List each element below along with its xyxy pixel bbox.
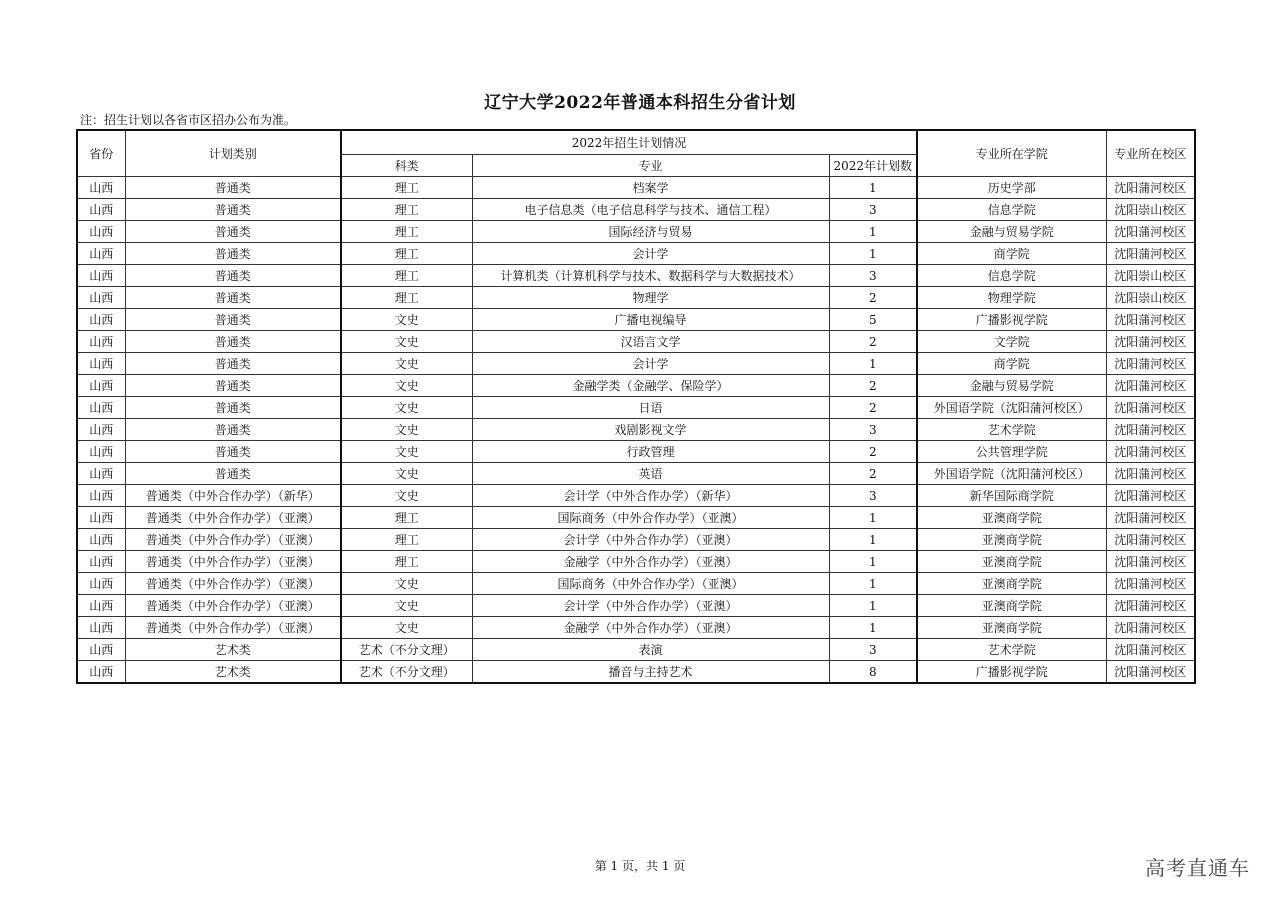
province-cell: 山西	[77, 331, 125, 353]
table-row	[77, 419, 1195, 441]
major-cell: 国际商务（中外合作办学）（亚澳）	[472, 573, 829, 595]
table-row	[77, 287, 1195, 309]
enrollment-plan-table	[76, 129, 1196, 684]
plan-type-cell: 普通类	[125, 199, 341, 221]
plan-type-cell: 艺术类	[125, 639, 341, 661]
plan-type-cell: 普通类（中外合作办学）（亚澳）	[125, 507, 341, 529]
college-cell: 广播影视学院	[917, 309, 1106, 331]
major-cell: 金融学（中外合作办学）（亚澳）	[472, 617, 829, 639]
subject-cell: 理工	[341, 199, 472, 221]
province-cell: 山西	[77, 199, 125, 221]
college-cell: 历史学部	[917, 177, 1106, 199]
table-row	[77, 661, 1195, 684]
college-cell: 亚澳商学院	[917, 573, 1106, 595]
subject-cell: 文史	[341, 485, 472, 507]
subject-cell: 文史	[341, 419, 472, 441]
college-cell: 信息学院	[917, 199, 1106, 221]
table-row	[77, 221, 1195, 243]
subject-cell: 文史	[341, 463, 472, 485]
plan-type-cell: 普通类	[125, 397, 341, 419]
province-cell: 山西	[77, 661, 125, 684]
page-title: 辽宁大学2022年普通本科招生分省计划	[484, 93, 796, 113]
campus-cell: 沈阳蒲河校区	[1106, 397, 1195, 419]
subject-cell: 文史	[341, 353, 472, 375]
count-cell: 2	[829, 287, 917, 309]
campus-cell: 沈阳崇山校区	[1106, 265, 1195, 287]
major-cell: 国际经济与贸易	[472, 221, 829, 243]
header-count: 2022年计划数	[829, 155, 917, 177]
table-row	[77, 397, 1195, 419]
subject-cell: 艺术（不分文理）	[341, 639, 472, 661]
college-cell: 物理学院	[917, 287, 1106, 309]
plan-type-cell: 普通类	[125, 441, 341, 463]
major-cell: 物理学	[472, 287, 829, 309]
campus-cell: 沈阳蒲河校区	[1106, 617, 1195, 639]
header-plan-group: 2022年招生计划情况	[341, 130, 917, 155]
college-cell: 商学院	[917, 353, 1106, 375]
campus-cell: 沈阳蒲河校区	[1106, 375, 1195, 397]
subject-cell: 理工	[341, 221, 472, 243]
province-cell: 山西	[77, 617, 125, 639]
subject-cell: 文史	[341, 375, 472, 397]
subject-cell: 理工	[341, 507, 472, 529]
plan-type-cell: 普通类	[125, 221, 341, 243]
plan-type-cell: 普通类	[125, 463, 341, 485]
major-cell: 会计学	[472, 243, 829, 265]
major-cell: 日语	[472, 397, 829, 419]
college-cell: 公共管理学院	[917, 441, 1106, 463]
count-cell: 2	[829, 441, 917, 463]
count-cell: 1	[829, 551, 917, 573]
table-row	[77, 353, 1195, 375]
subject-cell: 文史	[341, 331, 472, 353]
campus-cell: 沈阳蒲河校区	[1106, 507, 1195, 529]
campus-cell: 沈阳蒲河校区	[1106, 221, 1195, 243]
campus-cell: 沈阳蒲河校区	[1106, 595, 1195, 617]
plan-type-cell: 普通类（中外合作办学）（亚澳）	[125, 529, 341, 551]
header-college: 专业所在学院	[917, 130, 1106, 177]
major-cell: 行政管理	[472, 441, 829, 463]
campus-cell: 沈阳崇山校区	[1106, 287, 1195, 309]
table-row	[77, 551, 1195, 573]
campus-cell: 沈阳蒲河校区	[1106, 529, 1195, 551]
major-cell: 英语	[472, 463, 829, 485]
plan-type-cell: 普通类	[125, 265, 341, 287]
major-cell: 戏剧影视文学	[472, 419, 829, 441]
campus-cell: 沈阳蒲河校区	[1106, 639, 1195, 661]
table-row	[77, 331, 1195, 353]
college-cell: 亚澳商学院	[917, 617, 1106, 639]
campus-cell: 沈阳蒲河校区	[1106, 441, 1195, 463]
table-row	[77, 243, 1195, 265]
major-cell: 会计学	[472, 353, 829, 375]
campus-cell: 沈阳蒲河校区	[1106, 419, 1195, 441]
table-row	[77, 617, 1195, 639]
table-row	[77, 265, 1195, 287]
note-text: 注：招生计划以各省市区招办公布为准。	[80, 113, 297, 127]
college-cell: 信息学院	[917, 265, 1106, 287]
subject-cell: 理工	[341, 265, 472, 287]
count-cell: 1	[829, 243, 917, 265]
major-cell: 会计学（中外合作办学）（亚澳）	[472, 595, 829, 617]
major-cell: 广播电视编导	[472, 309, 829, 331]
subject-cell: 文史	[341, 441, 472, 463]
province-cell: 山西	[77, 507, 125, 529]
count-cell: 1	[829, 573, 917, 595]
province-cell: 山西	[77, 573, 125, 595]
subject-cell: 理工	[341, 287, 472, 309]
plan-type-cell: 普通类	[125, 375, 341, 397]
campus-cell: 沈阳崇山校区	[1106, 199, 1195, 221]
campus-cell: 沈阳蒲河校区	[1106, 463, 1195, 485]
college-cell: 金融与贸易学院	[917, 221, 1106, 243]
plan-type-cell: 艺术类	[125, 661, 341, 684]
table-row	[77, 595, 1195, 617]
college-cell: 亚澳商学院	[917, 507, 1106, 529]
campus-cell: 沈阳蒲河校区	[1106, 661, 1195, 684]
count-cell: 3	[829, 265, 917, 287]
watermark: 高考直通车	[1145, 856, 1250, 880]
major-cell: 金融学（中外合作办学）（亚澳）	[472, 551, 829, 573]
table-row	[77, 529, 1195, 551]
table-row	[77, 199, 1195, 221]
major-cell: 电子信息类（电子信息科学与技术、通信工程）	[472, 199, 829, 221]
header-province: 省份	[77, 130, 125, 177]
table-row	[77, 309, 1195, 331]
count-cell: 2	[829, 331, 917, 353]
subject-cell: 文史	[341, 309, 472, 331]
count-cell: 3	[829, 485, 917, 507]
count-cell: 1	[829, 507, 917, 529]
college-cell: 亚澳商学院	[917, 595, 1106, 617]
plan-type-cell: 普通类	[125, 287, 341, 309]
major-cell: 计算机类（计算机科学与技术、数据科学与大数据技术）	[472, 265, 829, 287]
subject-cell: 理工	[341, 551, 472, 573]
header-subject: 科类	[341, 155, 472, 177]
province-cell: 山西	[77, 309, 125, 331]
count-cell: 5	[829, 309, 917, 331]
campus-cell: 沈阳蒲河校区	[1106, 573, 1195, 595]
count-cell: 1	[829, 617, 917, 639]
major-cell: 会计学（中外合作办学）（亚澳）	[472, 529, 829, 551]
table-row	[77, 485, 1195, 507]
table-row	[77, 375, 1195, 397]
count-cell: 1	[829, 221, 917, 243]
count-cell: 2	[829, 463, 917, 485]
major-cell: 汉语言文学	[472, 331, 829, 353]
header-row-1	[77, 130, 1195, 155]
count-cell: 8	[829, 661, 917, 684]
province-cell: 山西	[77, 243, 125, 265]
table-row	[77, 639, 1195, 661]
college-cell: 亚澳商学院	[917, 529, 1106, 551]
plan-type-cell: 普通类	[125, 177, 341, 199]
table-row	[77, 441, 1195, 463]
subject-cell: 文史	[341, 573, 472, 595]
college-cell: 亚澳商学院	[917, 551, 1106, 573]
major-cell: 档案学	[472, 177, 829, 199]
count-cell: 2	[829, 397, 917, 419]
college-cell: 外国语学院（沈阳蒲河校区）	[917, 397, 1106, 419]
plan-type-cell: 普通类	[125, 331, 341, 353]
subject-cell: 文史	[341, 617, 472, 639]
subject-cell: 艺术（不分文理）	[341, 661, 472, 684]
plan-type-cell: 普通类	[125, 309, 341, 331]
count-cell: 1	[829, 595, 917, 617]
college-cell: 文学院	[917, 331, 1106, 353]
campus-cell: 沈阳蒲河校区	[1106, 243, 1195, 265]
page-footer: 第 1 页，共 1 页	[594, 859, 686, 873]
table-row	[77, 507, 1195, 529]
subject-cell: 理工	[341, 243, 472, 265]
province-cell: 山西	[77, 441, 125, 463]
province-cell: 山西	[77, 287, 125, 309]
major-cell: 表演	[472, 639, 829, 661]
plan-type-cell: 普通类（中外合作办学）（亚澳）	[125, 595, 341, 617]
table-body	[77, 177, 1195, 684]
plan-type-cell: 普通类（中外合作办学）（亚澳）	[125, 551, 341, 573]
plan-type-cell: 普通类（中外合作办学）（亚澳）	[125, 573, 341, 595]
major-cell: 金融学类（金融学、保险学）	[472, 375, 829, 397]
province-cell: 山西	[77, 397, 125, 419]
campus-cell: 沈阳蒲河校区	[1106, 353, 1195, 375]
province-cell: 山西	[77, 485, 125, 507]
college-cell: 艺术学院	[917, 419, 1106, 441]
college-cell: 广播影视学院	[917, 661, 1106, 684]
count-cell: 1	[829, 529, 917, 551]
province-cell: 山西	[77, 595, 125, 617]
table-row	[77, 463, 1195, 485]
subject-cell: 理工	[341, 529, 472, 551]
college-cell: 外国语学院（沈阳蒲河校区）	[917, 463, 1106, 485]
college-cell: 商学院	[917, 243, 1106, 265]
province-cell: 山西	[77, 419, 125, 441]
major-cell: 国际商务（中外合作办学）（亚澳）	[472, 507, 829, 529]
province-cell: 山西	[77, 375, 125, 397]
major-cell: 会计学（中外合作办学）（新华）	[472, 485, 829, 507]
header-campus: 专业所在校区	[1106, 130, 1195, 177]
table-row	[77, 177, 1195, 199]
province-cell: 山西	[77, 639, 125, 661]
college-cell: 艺术学院	[917, 639, 1106, 661]
province-cell: 山西	[77, 177, 125, 199]
subject-cell: 理工	[341, 177, 472, 199]
campus-cell: 沈阳蒲河校区	[1106, 177, 1195, 199]
count-cell: 2	[829, 375, 917, 397]
campus-cell: 沈阳蒲河校区	[1106, 331, 1195, 353]
count-cell: 3	[829, 419, 917, 441]
major-cell: 播音与主持艺术	[472, 661, 829, 684]
campus-cell: 沈阳蒲河校区	[1106, 485, 1195, 507]
plan-type-cell: 普通类（中外合作办学）（亚澳）	[125, 617, 341, 639]
province-cell: 山西	[77, 551, 125, 573]
plan-type-cell: 普通类	[125, 243, 341, 265]
count-cell: 1	[829, 177, 917, 199]
count-cell: 3	[829, 639, 917, 661]
college-cell: 新华国际商学院	[917, 485, 1106, 507]
campus-cell: 沈阳蒲河校区	[1106, 309, 1195, 331]
header-plan-type: 计划类别	[125, 130, 341, 177]
province-cell: 山西	[77, 529, 125, 551]
plan-type-cell: 普通类（中外合作办学）（新华）	[125, 485, 341, 507]
province-cell: 山西	[77, 265, 125, 287]
count-cell: 1	[829, 353, 917, 375]
province-cell: 山西	[77, 221, 125, 243]
header-major: 专业	[472, 155, 829, 177]
plan-type-cell: 普通类	[125, 419, 341, 441]
province-cell: 山西	[77, 463, 125, 485]
subject-cell: 文史	[341, 397, 472, 419]
province-cell: 山西	[77, 353, 125, 375]
college-cell: 金融与贸易学院	[917, 375, 1106, 397]
table-row	[77, 573, 1195, 595]
plan-type-cell: 普通类	[125, 353, 341, 375]
count-cell: 3	[829, 199, 917, 221]
campus-cell: 沈阳蒲河校区	[1106, 551, 1195, 573]
subject-cell: 文史	[341, 595, 472, 617]
